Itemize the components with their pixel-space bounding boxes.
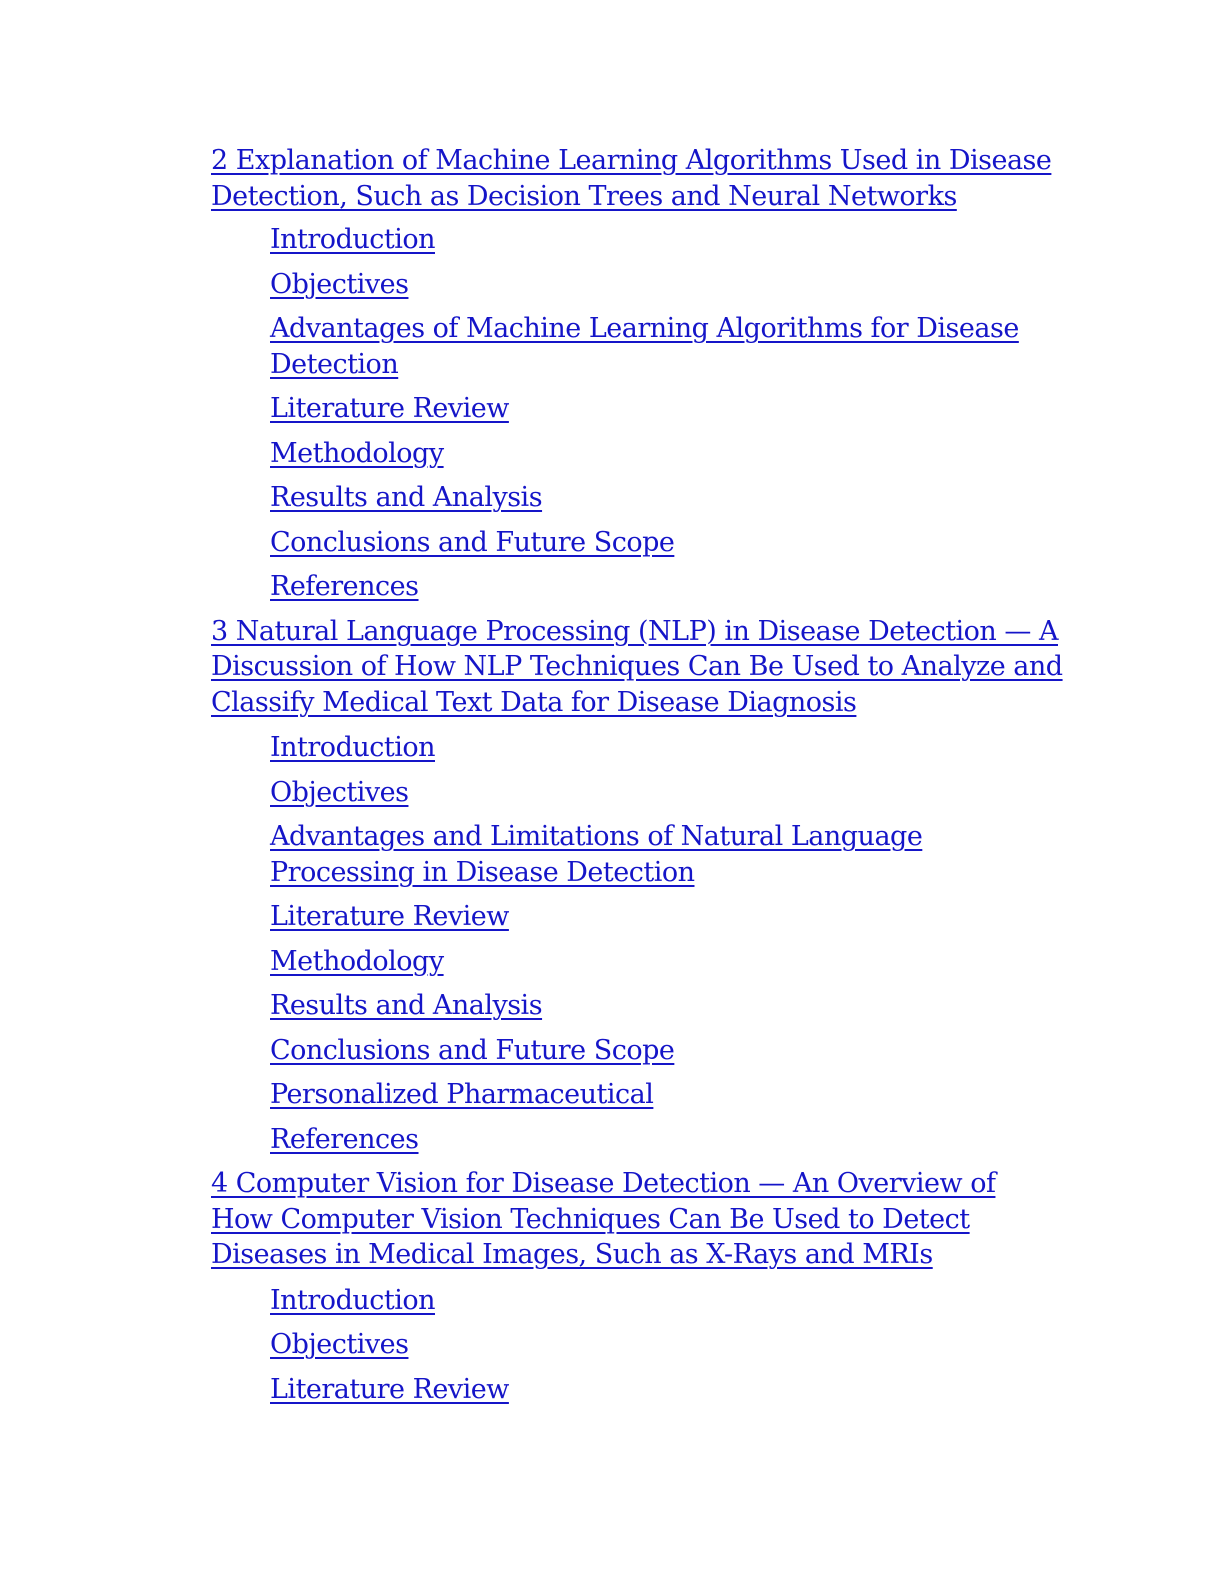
toc-chapter-2[interactable]: 2 Explanation of Machine Learning Algorithms Used in Disease Detection, Such as Decision Trees and Neural Networks [211,145,1052,212]
toc-section-methodology[interactable]: Methodology [270,437,444,469]
toc-section-advantages-limitations[interactable]: Advantages and Limitations of Natural Language Processing in Disease Detection [270,821,923,888]
toc-section-objectives[interactable]: Objectives [270,268,409,300]
toc-section-results-analysis[interactable]: Results and Analysis [270,482,543,513]
toc-section-references[interactable]: References [270,571,419,602]
toc-section-conclusions[interactable]: Conclusions and Future Scope [270,1034,675,1066]
toc-section-methodology[interactable]: Methodology [270,945,444,977]
toc-section-introduction[interactable]: Introduction [270,224,435,255]
toc-section-results-analysis[interactable]: Results and Analysis [270,990,543,1021]
toc-section-introduction[interactable]: Introduction [270,732,435,763]
toc-section-personalized-pharmaceutical[interactable]: Personalized Pharmaceutical [270,1079,654,1110]
table-of-contents [211,143,1071,1416]
toc-chapter-3[interactable]: 3 Natural Language Processing (NLP) in Disease Detection — A Discussion of How NLP Techniques Can Be Used to Analyze and Classify Medical Text Data for Disease Diagnosis [211,615,1063,718]
toc-section-literature-review[interactable]: Literature Review [270,901,509,932]
toc-section-objectives[interactable]: Objectives [270,776,409,808]
toc-section-literature-review[interactable]: Literature Review [270,393,509,424]
toc-section-references[interactable]: References [270,1123,419,1155]
toc-section-conclusions[interactable]: Conclusions and Future Scope [270,526,675,558]
toc-section-literature-review[interactable]: Literature Review [270,1373,509,1405]
toc-section-objectives[interactable]: Objectives [270,1329,409,1360]
toc-section-introduction[interactable]: Introduction [270,1284,435,1316]
toc-section-advantages[interactable]: Advantages of Machine Learning Algorithms for Disease Detection [270,313,1019,380]
toc-chapter-4[interactable]: 4 Computer Vision for Disease Detection — An Overview of How Computer Vision Techniques Can Be Used to Detect Diseases in Medical Images, Such as X-Rays and MRIs [211,1168,996,1270]
